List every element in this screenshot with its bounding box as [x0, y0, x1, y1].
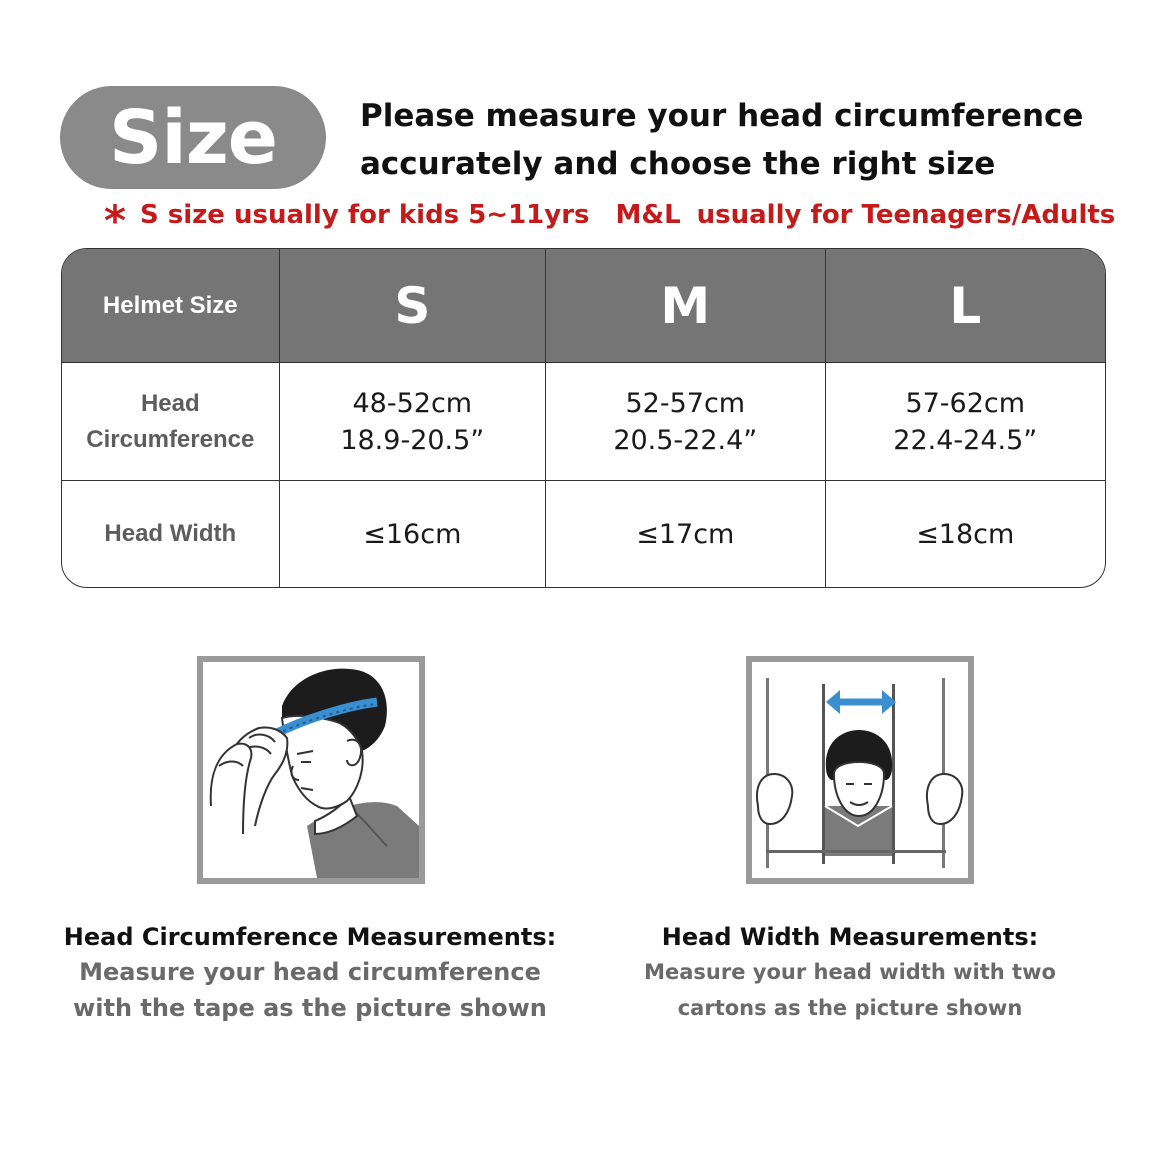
circumference-caption-line-2: with the tape as the picture shown: [73, 994, 547, 1022]
circumference-caption-line-1: Measure your head circumference: [79, 958, 541, 986]
circumference-l-inch: 22.4-24.5”: [893, 424, 1038, 456]
circumference-l-cm: 57-62cm: [905, 387, 1026, 419]
note-kids: S size usually for kids 5~11yrs: [139, 200, 590, 230]
intro-line-1: Please measure your head circumference: [360, 98, 1084, 134]
width-m: ≤17cm: [545, 481, 824, 587]
width-caption: [615, 920, 1085, 1026]
circumference-caption-title: Head Circumference Measurements:: [63, 923, 557, 951]
header-size-l: L: [825, 249, 1105, 362]
width-caption-line-1: Measure your head width with two: [644, 960, 1056, 984]
circumference-l: [825, 363, 1105, 480]
intro-text: [360, 92, 1140, 188]
row-label-line-1: Head: [140, 389, 200, 417]
header-size-m: M: [545, 249, 824, 362]
table-row-width: [62, 480, 1105, 587]
size-note: [104, 196, 1144, 245]
row-label-width: Head Width: [104, 520, 237, 547]
size-badge-label: Size: [109, 94, 277, 181]
circumference-s-cm: 48-52cm: [352, 387, 473, 419]
header-size-s: S: [279, 249, 545, 362]
intro-line-2: accurately and choose the right size: [360, 146, 996, 182]
width-l: ≤18cm: [825, 481, 1105, 587]
size-badge: [60, 86, 326, 189]
note-adults-prefix: M&L: [615, 200, 681, 230]
head-circumference-illustration: [197, 656, 425, 884]
width-caption-title: Head Width Measurements:: [661, 923, 1039, 951]
width-s: ≤16cm: [279, 481, 545, 587]
circumference-s-inch: 18.9-20.5”: [340, 424, 485, 456]
circumference-m: [545, 363, 824, 480]
header-helmet-size: Helmet Size: [102, 291, 238, 319]
row-label-line-2: Circumference: [86, 425, 255, 453]
width-caption-line-2: cartons as the picture shown: [677, 996, 1023, 1020]
circumference-m-cm: 52-57cm: [625, 387, 746, 419]
circumference-caption: [60, 920, 560, 1026]
table-row-circumference: [62, 362, 1105, 480]
row-label-circumference: [62, 363, 279, 480]
table-header-row: [62, 249, 1105, 362]
note-adults: usually for Teenagers/Adults: [696, 200, 1116, 230]
circumference-m-inch: 20.5-22.4”: [613, 424, 758, 456]
size-chart-table: [61, 248, 1106, 588]
circumference-s: [279, 363, 545, 480]
head-width-illustration: [746, 656, 974, 884]
asterisk-icon: *: [104, 196, 126, 245]
